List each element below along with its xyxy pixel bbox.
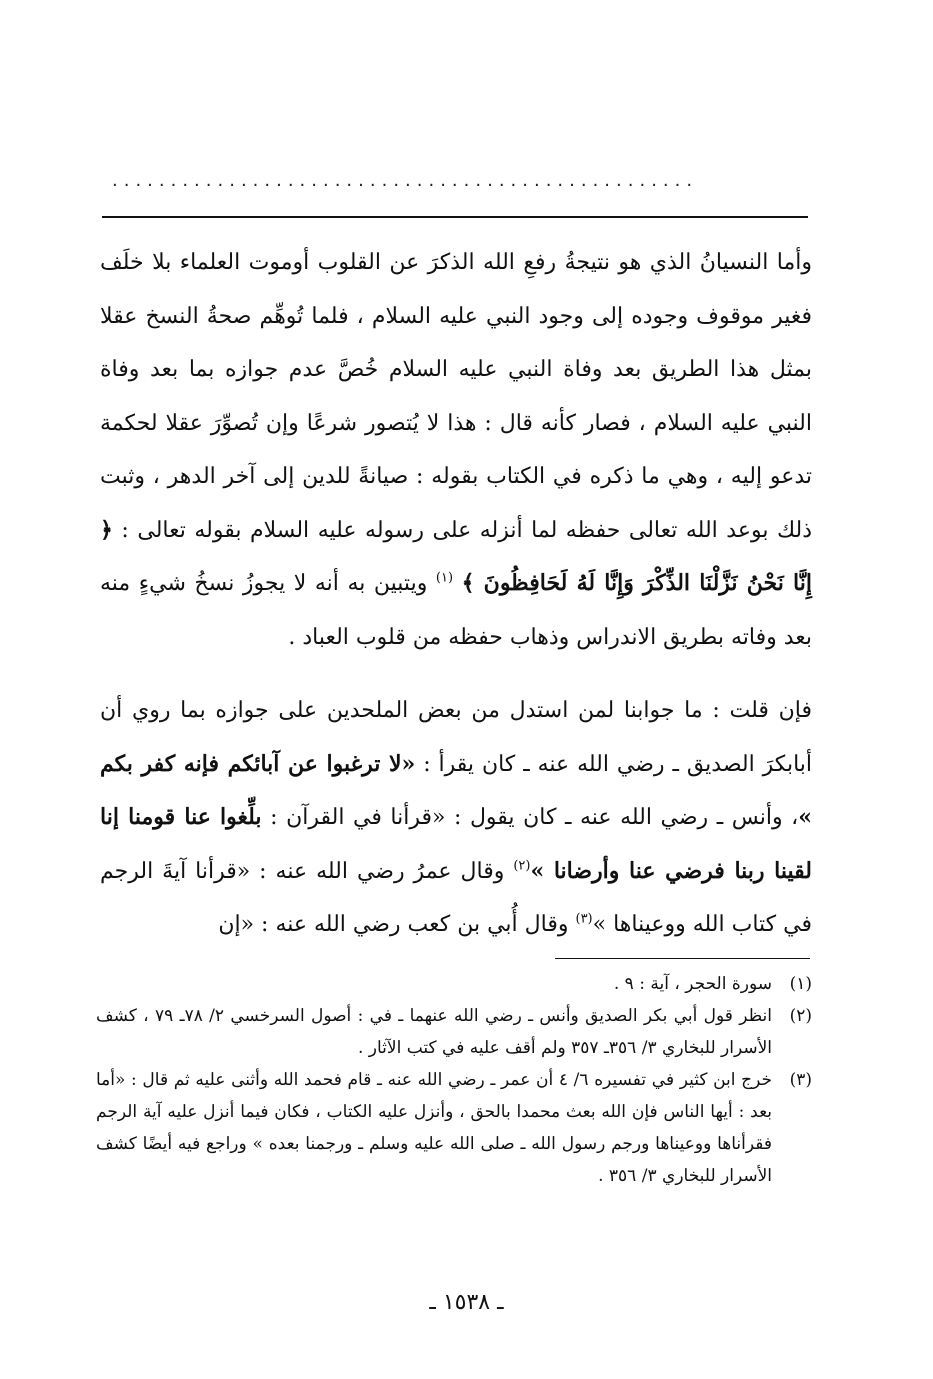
footnote-ref-2[interactable]: (٢): [513, 858, 531, 874]
paragraph-1: [100, 236, 812, 664]
paragraph-1-end: ويتبين به أنه لا يجوزُ نسخُ شيءٍ منه بعد وفاته بطريق الاندراس وذهاب حفظه من قلوب العباد .: [100, 571, 812, 650]
footnotes: [96, 968, 812, 1192]
paragraph-2-text-e: وقال عمرُ رضي الله عنه : «قرأنا آيةَ الرجم في كتاب الله ووعيناها »: [100, 858, 812, 937]
page-number: ـ ١٥٣٨ ـ: [429, 1290, 504, 1315]
footnote-2: [96, 1000, 812, 1064]
footnote-1: [96, 968, 812, 1000]
footnote-text: انظر قول أبي بكر الصديق وأنس ـ رضي الله عنهما ـ في : أصول السرخسي ٢/ ٧٨ـ ٧٩ ، كشف الأسرار للبخاري ٣/ ٣٥٦ـ ٣٥٧ ولم أقف عليه في كتب الآثار .: [96, 1006, 773, 1058]
footnote-rule: [555, 958, 810, 959]
paragraph-2-text-f: وقال أُبي بن كعب رضي الله عنه : «إن: [218, 912, 569, 937]
paragraph-2-text-a: فإن قلت : ما جوابنا لمن استدل من بعض الملحدين على جوازه بما روي أن أبابكرَ الصديق ـ رضي الله عنه ـ كان يقرأ :: [100, 698, 813, 777]
paragraph-2: [100, 684, 812, 952]
paragraph-1-text: وأما النسيانُ الذي هو نتيجةُ رفعِ الله الذكرَ عن القلوب أوموت العلماء بلا خلَف فغير موقوف وجوده إلى وجود النبي عليه السلام ، فلما تُوهِّم صحةُ النسخ عقلا بمثل هذا الطريق بعد وفاة النبي عليه السلام خُصَّ عدم جوازه بما بعد وفاة النبي عليه السلام ، فصار كأنه قال : هذا لا يُتصور شرعًا وإن تُصوِّرَ عقلا لحكمة تدعو إليه ، وهي ما ذكره في الكتاب بقوله : صيانةً للدين إلى آخر الدهر ، وثبت ذلك بوعد الله تعالى حفظه لما أنزله على رسوله عليه السلام بقوله تعالى :: [100, 250, 813, 543]
header-rule: [102, 216, 808, 218]
footnote-number: (٣): [789, 1070, 812, 1090]
quote-anas: بلِّغوا عنا قومنا إنا لقينا ربنا فرضي عنا وأرضانا »: [100, 804, 812, 884]
footnote-ref-1[interactable]: (١): [435, 570, 454, 586]
quote-abubakr: «لا ترغبوا عن آبائكم فإنه كفر بكم »: [100, 750, 813, 830]
footnote-3: [96, 1064, 812, 1192]
footnote-number: (١): [789, 974, 812, 994]
dotted-separator: ..................................................: [112, 170, 699, 191]
footnote-number: (٢): [789, 1006, 812, 1026]
footnote-ref-3[interactable]: (٣): [575, 911, 593, 927]
paragraph-2-text-c: ، وأنس ـ رضي الله عنه ـ كان يقول : «قرأنا في القرآن :: [270, 805, 799, 830]
main-text: [100, 236, 812, 952]
footnote-text: سورة الحجر ، آية : ٩ .: [613, 974, 772, 994]
footnote-text: خرج ابن كثير في تفسيره ٦/ ٤ أن عمر ـ رضي الله عنه ـ قام فحمد الله وأثنى عليه ثم قال : «أما بعد : أيها الناس فإن الله بعث محمدا بالحق ، وأنزل عليه الكتاب ، فكان فيما أنزل عليه آية الرجم فقرأناها ووعيناها ورجم رسول الله ـ صلى الله عليه وسلم ـ ورجمنا بعده » وراجع فيه أيضًا كشف الأسرار للبخاري ٣/ ٣٥٦ .: [96, 1070, 773, 1186]
quran-verse: ﴿ إِنَّا نَحْنُ نَزَّلْنَا الذِّكْرَ وَإِنَّا لَهُ لَحَافِظُونَ ﴾: [100, 516, 812, 596]
